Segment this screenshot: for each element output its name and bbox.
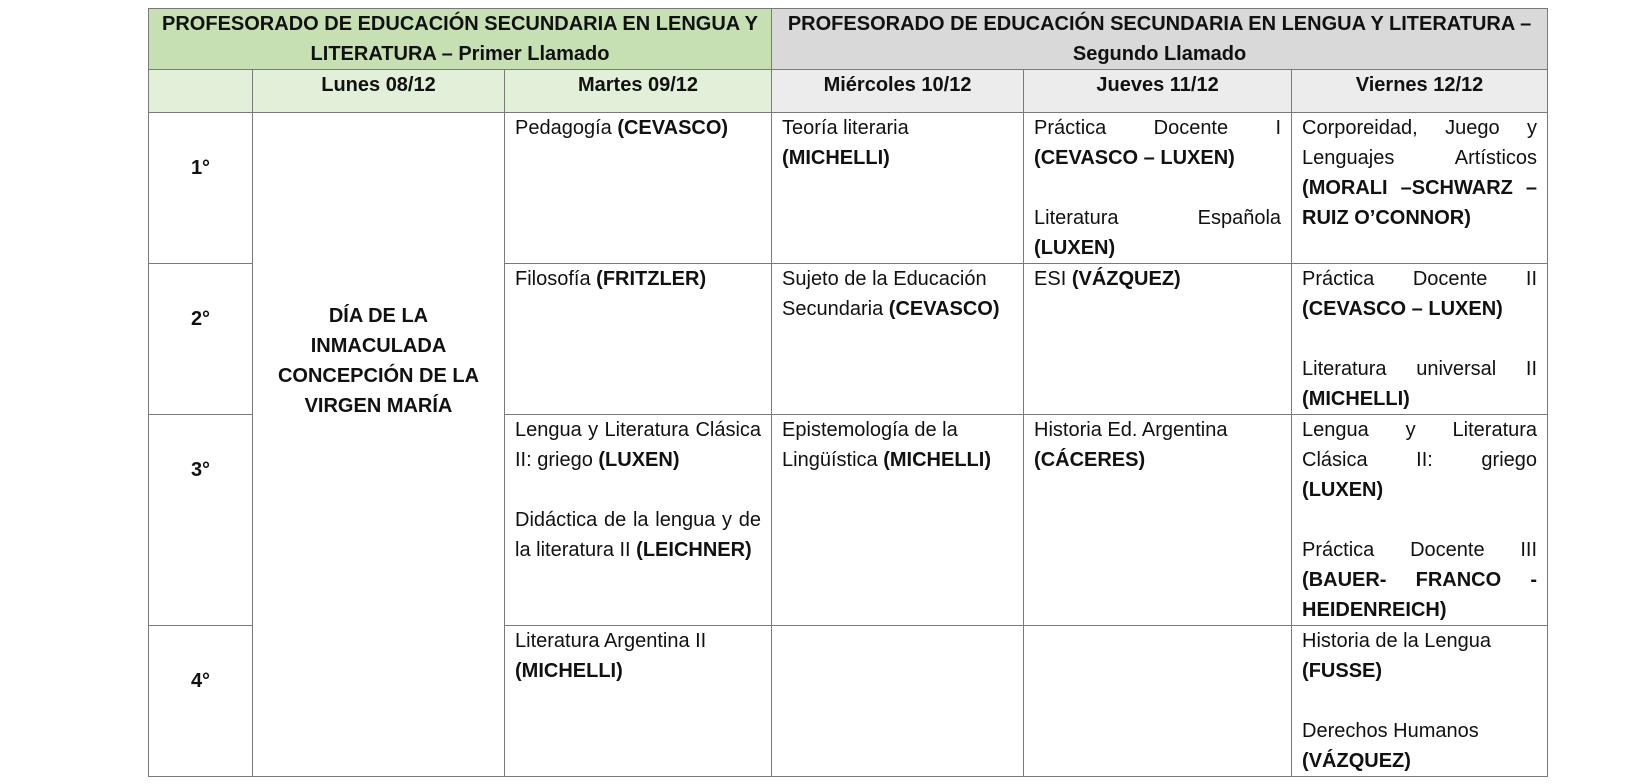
course-entry (1034, 264, 1281, 294)
course-entry (1302, 264, 1537, 324)
course-subject: Literatura Argentina II (515, 630, 707, 652)
course-professor: (LUXEN) (598, 449, 680, 471)
header-primer-llamado: PROFESORADO DE EDUCACIÓN SECUNDARIA EN LENGUA Y LITERATURA – Primer Llamado (149, 9, 772, 70)
course-entry (515, 264, 761, 294)
course-subject: Filosofía (515, 268, 597, 290)
course-professor: (MORALI –SCHWARZ – RUIZ O’CONNOR) (1302, 177, 1538, 229)
course-subject: Epistemología de la Lingüística (782, 419, 958, 471)
slot-label: 4° (149, 626, 253, 777)
day-header-viernes: Viernes 12/12 (1292, 70, 1548, 113)
course-subject: Literatura Española (1034, 207, 1282, 229)
exam-schedule-table (148, 8, 1548, 777)
course-subject: ESI (1034, 268, 1067, 290)
cell-martes (505, 113, 772, 264)
course-professor: (CEVASCO – LUXEN) (1302, 298, 1503, 320)
cell-jueves (1024, 113, 1292, 264)
course-professor: (LUXEN) (1302, 479, 1384, 501)
cell-viernes (1292, 264, 1548, 415)
course-professor: (MICHELLI) (782, 147, 890, 169)
day-header-martes: Martes 09/12 (505, 70, 772, 113)
cell-viernes (1292, 415, 1548, 626)
course-subject: Práctica Docente II (1302, 268, 1538, 290)
course-entry (515, 415, 761, 475)
course-professor: (FUSSE) (1302, 660, 1383, 682)
course-professor: (CEVASCO – LUXEN) (1034, 147, 1235, 169)
course-subject: Lengua y Literatura Clásica II: griego (1302, 419, 1538, 471)
course-subject: Lengua y Literatura Clásica II: griego (515, 419, 762, 471)
course-subject: Teoría literaria (782, 117, 909, 139)
course-subject: Historia de la Lengua (1302, 630, 1492, 652)
course-subject: Didáctica de la lengua y de la literatura II (515, 509, 762, 561)
course-professor: (MICHELLI) (1302, 388, 1410, 410)
slot-label: 3° (149, 415, 253, 626)
cell-martes (505, 415, 772, 626)
course-entry (515, 626, 761, 686)
course-professor: (VÁZQUEZ) (1302, 750, 1411, 772)
days-row (149, 70, 1548, 113)
course-professor: (VÁZQUEZ) (1071, 268, 1181, 290)
slot-label: 2° (149, 264, 253, 415)
course-subject: Pedagogía (515, 117, 612, 139)
day-header-miercoles: Miércoles 10/12 (772, 70, 1024, 113)
day-header-jueves: Jueves 11/12 (1024, 70, 1292, 113)
cell-viernes (1292, 626, 1548, 777)
course-professor: (BAUER- FRANCO - HEIDENREICH) (1302, 569, 1538, 621)
course-entry (1034, 415, 1281, 475)
cell-viernes (1292, 113, 1548, 264)
course-entry (782, 264, 1013, 324)
course-entry (515, 113, 761, 143)
course-entry (1302, 415, 1537, 505)
course-professor: (MICHELLI) (883, 449, 991, 471)
slot-label: 1° (149, 113, 253, 264)
course-entry (782, 113, 1013, 173)
course-professor: (MICHELLI) (515, 660, 623, 682)
cell-jueves (1024, 264, 1292, 415)
day-header-lunes: Lunes 08/12 (253, 70, 505, 113)
course-subject: Sujeto de la Educación Secundaria (782, 268, 987, 320)
course-subject: Práctica Docente I (1034, 117, 1282, 139)
day-header-empty (149, 70, 253, 113)
cell-miercoles (772, 113, 1024, 264)
course-subject: Literatura universal II (1302, 358, 1538, 380)
slot-row (149, 113, 1548, 264)
cell-martes (505, 626, 772, 777)
course-professor: (LEICHNER) (636, 539, 752, 561)
course-professor: (CEVASCO) (888, 298, 1000, 320)
course-professor: (FRITZLER) (596, 268, 707, 290)
course-professor: (CÁCERES) (1034, 449, 1146, 471)
cell-jueves (1024, 415, 1292, 626)
cell-martes (505, 264, 772, 415)
cell-miercoles (772, 626, 1024, 777)
cell-miercoles (772, 415, 1024, 626)
course-entry (782, 415, 1013, 475)
course-professor: (LUXEN) (1034, 237, 1116, 259)
cell-miercoles (772, 264, 1024, 415)
header-row (149, 9, 1548, 70)
cell-jueves (1024, 626, 1292, 777)
course-subject: Historia Ed. Argentina (1034, 419, 1228, 441)
course-entry (1302, 535, 1537, 625)
course-subject: Práctica Docente III (1302, 539, 1538, 561)
holiday-cell: DÍA DE LA INMACULADA CONCEPCIÓN DE LA VIRGEN MARÍA (253, 113, 505, 777)
course-entry (1302, 113, 1537, 233)
course-entry (1302, 716, 1537, 776)
course-entry (1302, 354, 1537, 414)
course-entry (1034, 113, 1281, 173)
course-subject: Corporeidad, Juego y Lenguajes Artísticos (1302, 117, 1538, 169)
course-entry (1302, 626, 1537, 686)
course-professor: (CEVASCO) (617, 117, 729, 139)
course-subject: Derechos Humanos (1302, 720, 1479, 742)
course-entry (1034, 203, 1281, 263)
course-entry (515, 505, 761, 565)
header-segundo-llamado: PROFESORADO DE EDUCACIÓN SECUNDARIA EN LENGUA Y LITERATURA – Segundo Llamado (772, 9, 1548, 70)
